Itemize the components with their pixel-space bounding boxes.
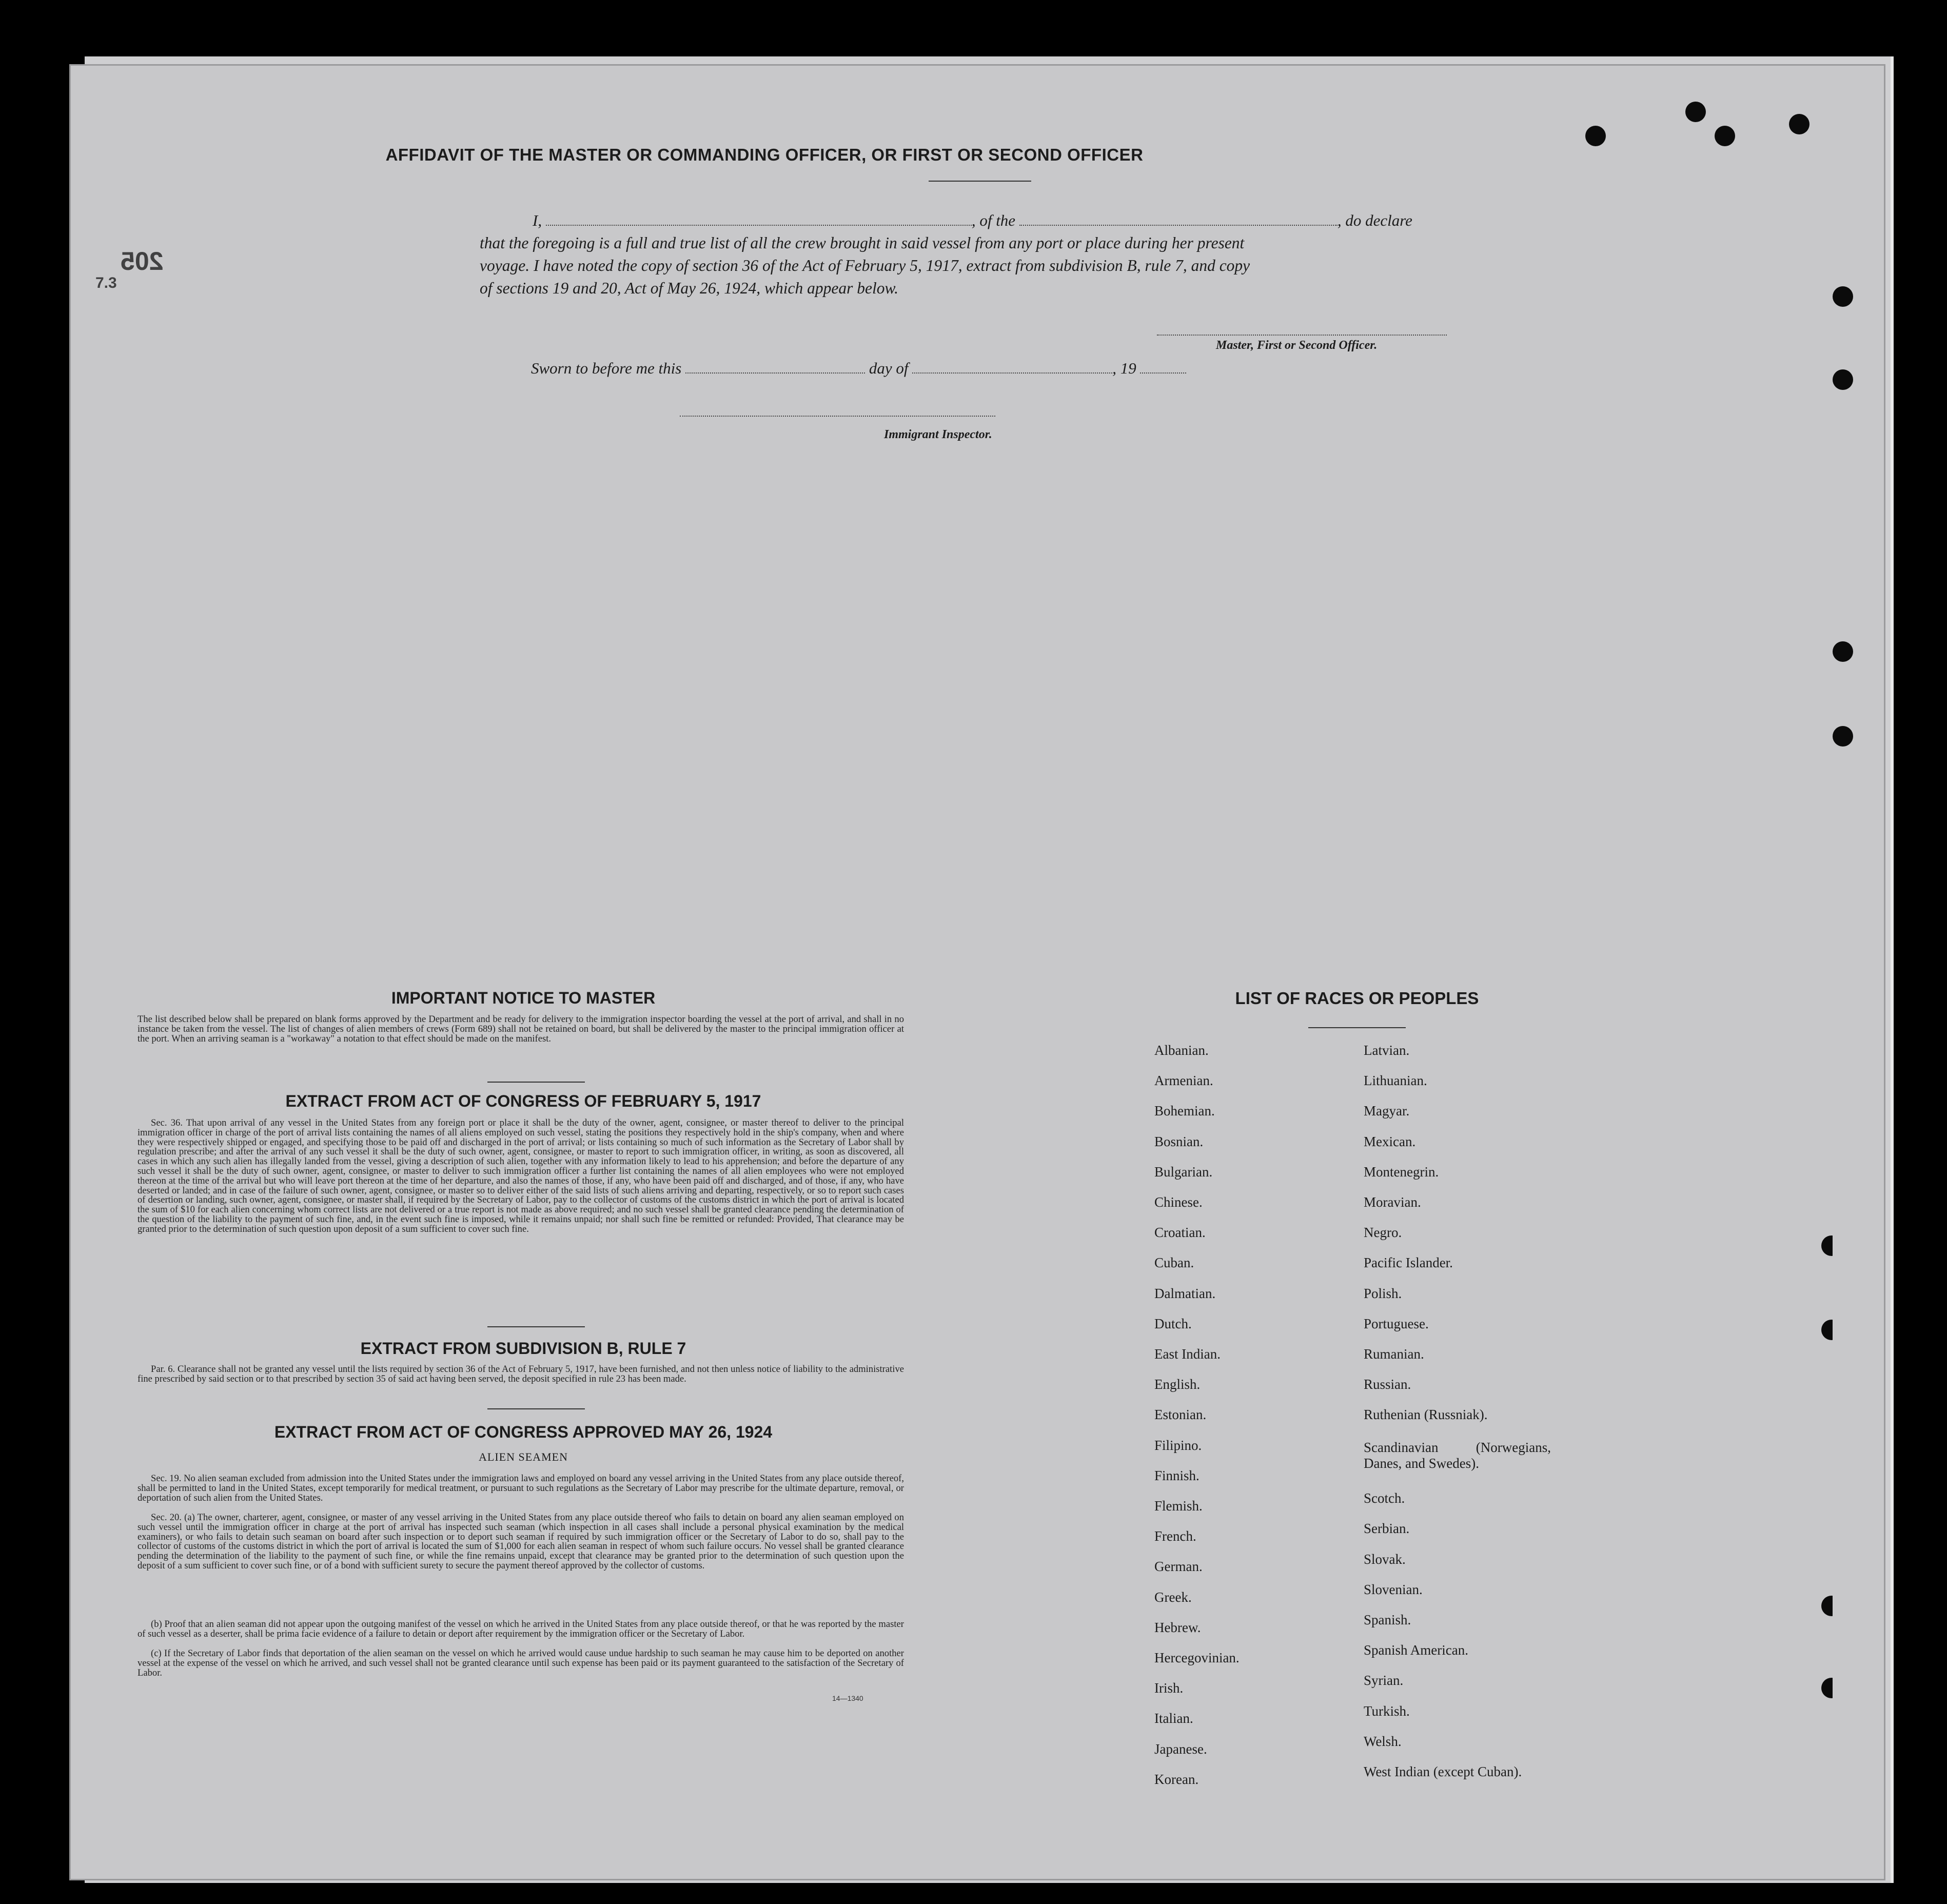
races-title: LIST OF RACES OR PEOPLES bbox=[1235, 989, 1479, 1008]
race-item: East Indian. bbox=[1154, 1346, 1221, 1362]
master-name-field[interactable] bbox=[546, 224, 972, 226]
extract-rule7-divider bbox=[487, 1408, 585, 1409]
inspector-signature-label: Immigrant Inspector. bbox=[884, 428, 992, 441]
race-item: Magyar. bbox=[1364, 1103, 1410, 1119]
race-item: Ruthenian (Russniak). bbox=[1364, 1407, 1488, 1423]
punch-hole bbox=[1821, 1678, 1842, 1698]
affidavit-title-rule bbox=[929, 181, 1031, 182]
affidavit-line-4: of sections 19 and 20, Act of May 26, 1924, which appear below. bbox=[480, 279, 899, 297]
race-item: Welsh. bbox=[1364, 1733, 1402, 1749]
race-item: Latvian. bbox=[1364, 1043, 1410, 1058]
race-item: Scandinavian (Norwegians, Danes, and Swedes). bbox=[1364, 1439, 1551, 1471]
punch-hole bbox=[1833, 286, 1853, 307]
extract-1924-sec20c: (c) If the Secretary of Labor finds that deportation of the alien seaman on the vessel on which he arrived would cause undue hardship to such seaman he may cause him to be deported on another vessel at the expense of the vessel on which he arrived, and such vessel shall not be granted clearance until such expense has been paid or its payment guaranteed to the satisfaction of the Secretary of Labor. bbox=[137, 1648, 904, 1678]
affidavit-declaration-line bbox=[533, 211, 1412, 230]
race-item: Hebrew. bbox=[1154, 1619, 1201, 1635]
race-item: Scotch. bbox=[1364, 1490, 1405, 1506]
race-item: Bulgarian. bbox=[1154, 1164, 1213, 1180]
affidavit-of-the-label: , of the bbox=[971, 211, 1016, 229]
race-item: Chinese. bbox=[1154, 1194, 1203, 1210]
race-item: Croatian. bbox=[1154, 1225, 1206, 1241]
race-item: Filipino. bbox=[1154, 1437, 1202, 1453]
affidavit-line-2: that the foregoing is a full and true list of all the crew brought in said vessel from any port or place during her present bbox=[480, 234, 1245, 252]
race-item: Korean. bbox=[1154, 1771, 1199, 1787]
race-item: Rumanian. bbox=[1364, 1346, 1424, 1362]
race-item: Estonian. bbox=[1154, 1407, 1207, 1423]
affidavit-line-3: voyage. I have noted the copy of section 36 of the Act of February 5, 1917, extract from subdivision B, rule 7, and copy bbox=[480, 257, 1250, 274]
race-item: French. bbox=[1154, 1528, 1196, 1544]
master-signature-label: Master, First or Second Officer. bbox=[1216, 339, 1378, 352]
race-item: Albanian. bbox=[1154, 1043, 1209, 1058]
race-item: Polish. bbox=[1364, 1285, 1402, 1301]
extract-1924-subtitle: ALIEN SEAMEN bbox=[479, 1450, 568, 1463]
race-item: Serbian. bbox=[1364, 1521, 1410, 1537]
punch-hole bbox=[1789, 114, 1810, 134]
race-item: Armenian. bbox=[1154, 1073, 1213, 1089]
race-item: Slovenian. bbox=[1364, 1581, 1423, 1597]
notice-title: IMPORTANT NOTICE TO MASTER bbox=[391, 989, 656, 1007]
race-item: Russian. bbox=[1364, 1377, 1411, 1392]
extract-1924-sec19: Sec. 19. No alien seaman excluded from admission into the United States under the immigration laws and employed on board any vessel arriving in the United States from any place outside thereof, shall be permitted to land in the United States, except temporarily for medical treatment, or pursuant to such regulations as the Secretary of Labor may prescribe for the ultimate departure, removal, or deportation of such alien from the United States. bbox=[137, 1473, 904, 1503]
affidavit-title: AFFIDAVIT OF THE MASTER OR COMMANDING OFFICER, OR FIRST OR SECOND OFFICER bbox=[385, 145, 1144, 164]
race-item: Finnish. bbox=[1154, 1467, 1199, 1483]
margin-stamp-sub: 7.3 bbox=[95, 274, 117, 291]
form-number: 14—1340 bbox=[832, 1694, 863, 1702]
extract-rule7-title: EXTRACT FROM SUBDIVISION B, RULE 7 bbox=[360, 1339, 686, 1358]
race-item: Lithuanian. bbox=[1364, 1073, 1427, 1089]
affidavit-declare-label: , do declare bbox=[1337, 211, 1412, 229]
extract-1917-title: EXTRACT FROM ACT OF CONGRESS OF FEBRUARY 5, 1917 bbox=[285, 1092, 761, 1110]
race-item: Dutch. bbox=[1154, 1316, 1192, 1331]
race-item: Turkish. bbox=[1364, 1703, 1410, 1719]
race-item: Cuban. bbox=[1154, 1255, 1194, 1271]
race-item: Portuguese. bbox=[1364, 1316, 1429, 1331]
race-item: Flemish. bbox=[1154, 1498, 1203, 1514]
document-page bbox=[69, 64, 1885, 1880]
race-item: English. bbox=[1154, 1377, 1201, 1392]
sworn-line bbox=[531, 359, 1186, 378]
race-item: Montenegrin. bbox=[1364, 1164, 1439, 1180]
race-item: Spanish American. bbox=[1364, 1642, 1468, 1658]
punch-hole bbox=[1833, 369, 1853, 390]
race-item: Slovak. bbox=[1364, 1551, 1406, 1567]
race-item: West Indian (except Cuban). bbox=[1364, 1764, 1522, 1779]
master-signature-line[interactable] bbox=[1157, 335, 1447, 336]
race-item: Moravian. bbox=[1364, 1194, 1421, 1210]
sworn-year-field[interactable] bbox=[1140, 372, 1186, 374]
race-item: Spanish. bbox=[1364, 1612, 1411, 1627]
notice-divider bbox=[487, 1082, 585, 1083]
day-of-label: day of bbox=[869, 359, 909, 377]
extract-1917-body: Sec. 36. That upon arrival of any vessel in the United States from any foreign port or place it shall be the duty of the owner, agent, consignee, or master thereof to deliver to the principal immigration officer in charge of the port of arrival lists containing the names of all aliens employed on such vessel, stating the positions they respectively hold in the ship's company, when and where they were respectively shipped or engaged, and specifying those to be paid off and discharged in the port of arrival; or lists containing so much of such information as the Secretary of Labor shall by regulation prescribe; and after the arrival of any such vessel it shall be the duty of such owner, agent, consignee, or master to report to such immigration officer, in writing, as soon as discovered, all cases in which any such alien has illegally landed from the vessel, giving a description of such alien, together with any information likely to lead to his apprehension; and before the departure of any such vessel it shall be the duty of such owner, agent, consignee, or master to deliver to such immigration officer a further list containing the names of all alien employees who were not employed thereon at the time of the arrival but who will leave port thereon at the time of her departure, and also the names of those, if any, who have been paid off and discharged, and of those, if any, who have deserted or landed; and in case of the failure of such owner, agent, consignee, or master so to deliver either of the said lists of such aliens arriving and departing, respectively, or so to report such cases of desertion or landing, such owner, agent, consignee, or master shall, if required by the Secretary of Labor, pay to the collector of customs of the customs district in which the port of arrival is located the sum of $10 for each alien concerning whom correct lists are not delivered or a true report is not made as above required; and no such vessel shall be granted clearance pending the determination of the question of the liability to the payment of such fine, and, in the event such fine is imposed, while it remains unpaid; nor shall such fine be remitted or refunded: Provided, That clearance may be granted prior to the determination of such question upon deposit of a sum sufficient to cover such fine. bbox=[137, 1117, 904, 1234]
race-item: Irish. bbox=[1154, 1680, 1184, 1696]
extract-1924-sec20a: Sec. 20. (a) The owner, charterer, agent, consignee, or master of any vessel arriving in the United States from any place outside thereof who fails to detain on board any alien seaman employed on such vessel until the immigration officer in charge at the port of arrival has inspected such seaman (which inspection in all cases shall include a personal physical examination by the medical examiners), or who fails to detain such seaman on board after such inspection or to deport such seaman if required by such immigration officer or the Secretary of Labor to do so, shall pay to the collector of customs of the customs district in which the port of arrival is located the sum of $1,000 for each alien seaman in respect of whom such failure occurs. No vessel shall be granted clearance pending the determination of the liability to the payment of such fine, or while the fine remains unpaid, except that clearance may be granted prior to the determination of such question upon the deposit of a sum sufficient to cover such fine, or of a bond with sufficient surety to secure the payment thereof approved by the collector of customs. bbox=[137, 1512, 904, 1571]
sworn-label: Sworn to before me this bbox=[531, 359, 682, 377]
race-item: Bosnian. bbox=[1154, 1133, 1204, 1149]
race-item: Japanese. bbox=[1154, 1741, 1207, 1757]
race-item: Greek. bbox=[1154, 1589, 1192, 1605]
punch-hole bbox=[1833, 641, 1853, 662]
punch-hole bbox=[1821, 1235, 1842, 1256]
affidavit-i-label: I, bbox=[533, 211, 542, 229]
sworn-month-field[interactable] bbox=[912, 372, 1112, 374]
extract-1924-sec20b: (b) Proof that an alien seaman did not appear upon the outgoing manifest of the vessel on which he arrived in the United States from any place outside thereof, or that he was reported by the master of such vessel as a deserter, shall be prima facie evidence of a failure to detain or deport after requirement by the immigration officer or the Secretary of Labor. bbox=[137, 1619, 904, 1639]
punch-hole bbox=[1715, 126, 1735, 146]
extract-1917-divider bbox=[487, 1326, 585, 1327]
year-prefix-label: , 19 bbox=[1112, 359, 1136, 377]
race-item: Negro. bbox=[1364, 1225, 1402, 1241]
race-item: Bohemian. bbox=[1154, 1103, 1215, 1119]
race-item: Italian. bbox=[1154, 1711, 1193, 1726]
vessel-name-field[interactable] bbox=[1019, 224, 1338, 226]
notice-body: The list described below shall be prepared on blank forms approved by the Department and be ready for delivery to the immigration inspector boarding the vessel at the port of arrival, and shall in no instance be taken from the vessel. The list of changes of alien members of crews (Form 689) shall not be retained on board, but shall be delivered by the master to the principal immigration officer at the port. When an arriving seaman is a "workaway" a notation to that effect should be made on the manifest. bbox=[137, 1014, 904, 1044]
margin-stamp-number: 205 bbox=[121, 247, 164, 276]
race-item: Mexican. bbox=[1364, 1133, 1416, 1149]
race-item: Hercegovinian. bbox=[1154, 1650, 1240, 1665]
inspector-signature-line[interactable] bbox=[680, 416, 995, 417]
races-title-rule bbox=[1308, 1027, 1406, 1028]
race-item: German. bbox=[1154, 1559, 1203, 1575]
punch-hole bbox=[1685, 102, 1706, 122]
extract-1924-title: EXTRACT FROM ACT OF CONGRESS APPROVED MAY 26, 1924 bbox=[274, 1423, 773, 1441]
punch-hole bbox=[1585, 126, 1606, 146]
punch-hole bbox=[1821, 1320, 1842, 1340]
punch-hole bbox=[1821, 1596, 1842, 1616]
race-item: Dalmatian. bbox=[1154, 1285, 1216, 1301]
punch-hole bbox=[1833, 726, 1853, 747]
sworn-day-field[interactable] bbox=[685, 372, 865, 374]
race-item: Pacific Islander. bbox=[1364, 1255, 1453, 1271]
race-item: Syrian. bbox=[1364, 1673, 1404, 1689]
extract-rule7-body: Par. 6. Clearance shall not be granted any vessel until the lists required by section 36 of the Act of February 5, 1917, have been furnished, and not then unless notice of liability to the administrative fine prescribed by said section or to that prescribed by section 35 of said act having been served, the deposit specified in rule 23 has been made. bbox=[137, 1364, 904, 1384]
